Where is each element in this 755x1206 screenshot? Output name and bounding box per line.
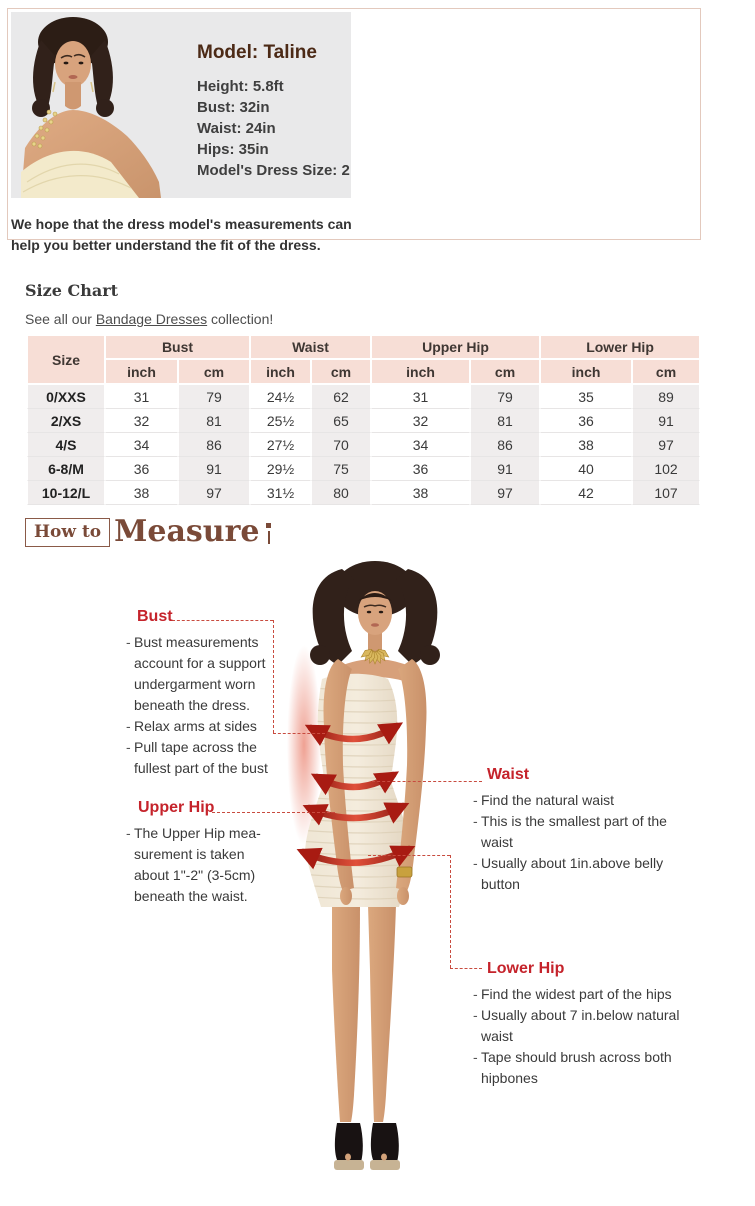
photo-eye-left — [64, 62, 69, 65]
value-cell: 34 — [371, 433, 470, 457]
table-row — [27, 457, 700, 481]
model-spec-height: Height: 5.8ft — [197, 78, 284, 95]
heading-decoration-bar — [268, 531, 270, 544]
figure-shoes — [334, 1123, 400, 1170]
table-unit-header-row — [27, 360, 700, 385]
bust-connector — [273, 733, 325, 734]
waist-label: Waist — [487, 766, 530, 783]
value-cell: 81 — [178, 409, 250, 433]
group-header-upper-hip: Upper Hip — [371, 336, 540, 360]
bust-label: Bust — [137, 608, 173, 625]
bullet-item: - Find the natural waist — [473, 790, 686, 811]
bullet-dash: - — [473, 1049, 478, 1065]
value-cell: 81 — [470, 409, 540, 433]
intro-suffix: collection! — [207, 311, 274, 327]
heading-decoration — [266, 523, 271, 544]
value-cell: 97 — [178, 481, 250, 505]
bullet-dash: - — [473, 855, 478, 871]
value-cell: 31 — [371, 385, 470, 409]
bullet-item: - This is the smallest part of the waist — [473, 811, 686, 853]
size-cell: 0/XXS — [27, 385, 105, 409]
size-chart-table — [27, 336, 700, 505]
table-row — [27, 385, 700, 409]
value-cell: 91 — [632, 409, 700, 433]
bullet-dash: - — [473, 1007, 478, 1023]
bullet-dash: - — [126, 739, 131, 755]
value-cell: 62 — [311, 385, 371, 409]
model-info-box — [7, 8, 701, 253]
value-cell: 97 — [470, 481, 540, 505]
unit-header: cm — [470, 360, 540, 385]
annotation-bust — [126, 607, 279, 779]
model-spec-hips: Hips: 35in — [197, 141, 269, 158]
value-cell: 31 — [105, 385, 178, 409]
value-cell: 32 — [105, 409, 178, 433]
model-spec-dress-size: Model's Dress Size: 2 — [197, 162, 350, 179]
value-cell: 79 — [178, 385, 250, 409]
size-cell: 6-8/M — [27, 457, 105, 481]
bullet-dash: - — [473, 813, 478, 829]
model-spec-waist: Waist: 24in — [197, 120, 276, 137]
unit-header: inch — [371, 360, 470, 385]
bullet-item: - The Upper Hip mea-surement is taken about 1"-2" (3-5cm) beneath the waist. — [126, 823, 262, 907]
value-cell: 42 — [540, 481, 632, 505]
table-row — [27, 481, 700, 505]
value-cell: 32 — [371, 409, 470, 433]
bullet-item: - Bust measurements account for a support undergarment worn beneath the dress. — [126, 632, 279, 716]
intro-prefix: See all our — [25, 311, 96, 327]
annotation-upper-hip — [126, 798, 262, 907]
model-title: Model: Taline — [197, 42, 317, 63]
photo-lips — [69, 75, 78, 79]
group-header-bust: Bust — [105, 336, 250, 360]
model-photo — [11, 12, 351, 198]
value-cell: 107 — [632, 481, 700, 505]
value-cell: 25½ — [250, 409, 311, 433]
value-cell: 31½ — [250, 481, 311, 505]
group-header-waist: Waist — [250, 336, 371, 360]
annotation-lower-hip — [473, 959, 686, 1089]
bullet-item: - Usually about 7 in.below natural waist — [473, 1005, 686, 1047]
bullet-item: - Usually about 1in.above belly button — [473, 853, 686, 895]
bandage-dresses-link[interactable]: Bandage Dresses — [95, 311, 208, 327]
value-cell: 65 — [311, 409, 371, 433]
upper-hip-label: Upper Hip — [138, 799, 215, 816]
waist-connector — [372, 781, 482, 782]
figure-lips — [371, 623, 379, 627]
table-row — [27, 433, 700, 457]
model-spec-bust: Bust: 32in — [197, 99, 270, 116]
figure-eye-right — [379, 611, 383, 614]
photo-neck — [65, 82, 81, 110]
model-photo-illustration — [11, 12, 221, 198]
group-header-lower-hip: Lower Hip — [540, 336, 700, 360]
value-cell: 91 — [470, 457, 540, 481]
size-chart-heading: Size Chart — [25, 281, 119, 300]
size-column-header: Size — [27, 336, 105, 385]
unit-header: cm — [632, 360, 700, 385]
value-cell: 89 — [632, 385, 700, 409]
table-row — [27, 409, 700, 433]
unit-header: inch — [105, 360, 178, 385]
size-cell: 4/S — [27, 433, 105, 457]
bullet-item: - Relax arms at sides — [126, 716, 279, 737]
value-cell: 91 — [178, 457, 250, 481]
unit-header: inch — [250, 360, 311, 385]
photo-eye-right — [79, 62, 84, 65]
annotation-waist — [473, 765, 686, 895]
lower-hip-connector — [368, 855, 450, 856]
heading-decoration-square — [266, 523, 271, 528]
value-cell: 27½ — [250, 433, 311, 457]
heading-measure: Measure — [114, 514, 260, 549]
bullet-dash: - — [126, 634, 131, 650]
value-cell: 86 — [470, 433, 540, 457]
value-cell: 75 — [311, 457, 371, 481]
value-cell: 79 — [470, 385, 540, 409]
unit-header: cm — [311, 360, 371, 385]
unit-header: cm — [178, 360, 250, 385]
value-cell: 36 — [540, 409, 632, 433]
heading-howto: How to — [25, 518, 110, 547]
value-cell: 40 — [540, 457, 632, 481]
value-cell: 29½ — [250, 457, 311, 481]
value-cell: 38 — [371, 481, 470, 505]
figure-dress — [305, 674, 410, 907]
value-cell: 86 — [178, 433, 250, 457]
bullet-dash: - — [473, 986, 478, 1002]
size-cell: 10-12/L — [27, 481, 105, 505]
value-cell: 35 — [540, 385, 632, 409]
value-cell: 36 — [371, 457, 470, 481]
value-cell: 102 — [632, 457, 700, 481]
table-group-header-row — [27, 336, 700, 360]
measure-diagram — [0, 555, 755, 1206]
value-cell: 38 — [540, 433, 632, 457]
value-cell: 36 — [105, 457, 178, 481]
collection-intro — [25, 311, 273, 327]
bullet-item: - Tape should brush across both hipbones — [473, 1047, 686, 1089]
value-cell: 38 — [105, 481, 178, 505]
bullet-item: - Find the widest part of the hips — [473, 984, 686, 1005]
value-cell: 24½ — [250, 385, 311, 409]
lower-hip-label: Lower Hip — [487, 960, 565, 977]
how-to-measure-heading — [25, 512, 271, 552]
bullet-dash: - — [126, 825, 131, 841]
value-cell: 70 — [311, 433, 371, 457]
unit-header: inch — [540, 360, 632, 385]
value-cell: 34 — [105, 433, 178, 457]
figure-legs — [332, 905, 396, 1122]
bullet-dash: - — [126, 718, 131, 734]
size-cell: 2/XS — [27, 409, 105, 433]
bullet-dash: - — [473, 792, 478, 808]
lower-hip-connector — [450, 855, 451, 968]
figure-eye-left — [367, 611, 371, 614]
photo-face — [55, 41, 91, 87]
figure-gold-cuff — [397, 867, 412, 877]
value-cell: 97 — [632, 433, 700, 457]
value-cell: 80 — [311, 481, 371, 505]
bullet-item: - Pull tape across the fullest part of the bust — [126, 737, 279, 779]
model-caption: We hope that the dress model's measurements can help you better understand the fit of the dress. — [11, 216, 352, 253]
